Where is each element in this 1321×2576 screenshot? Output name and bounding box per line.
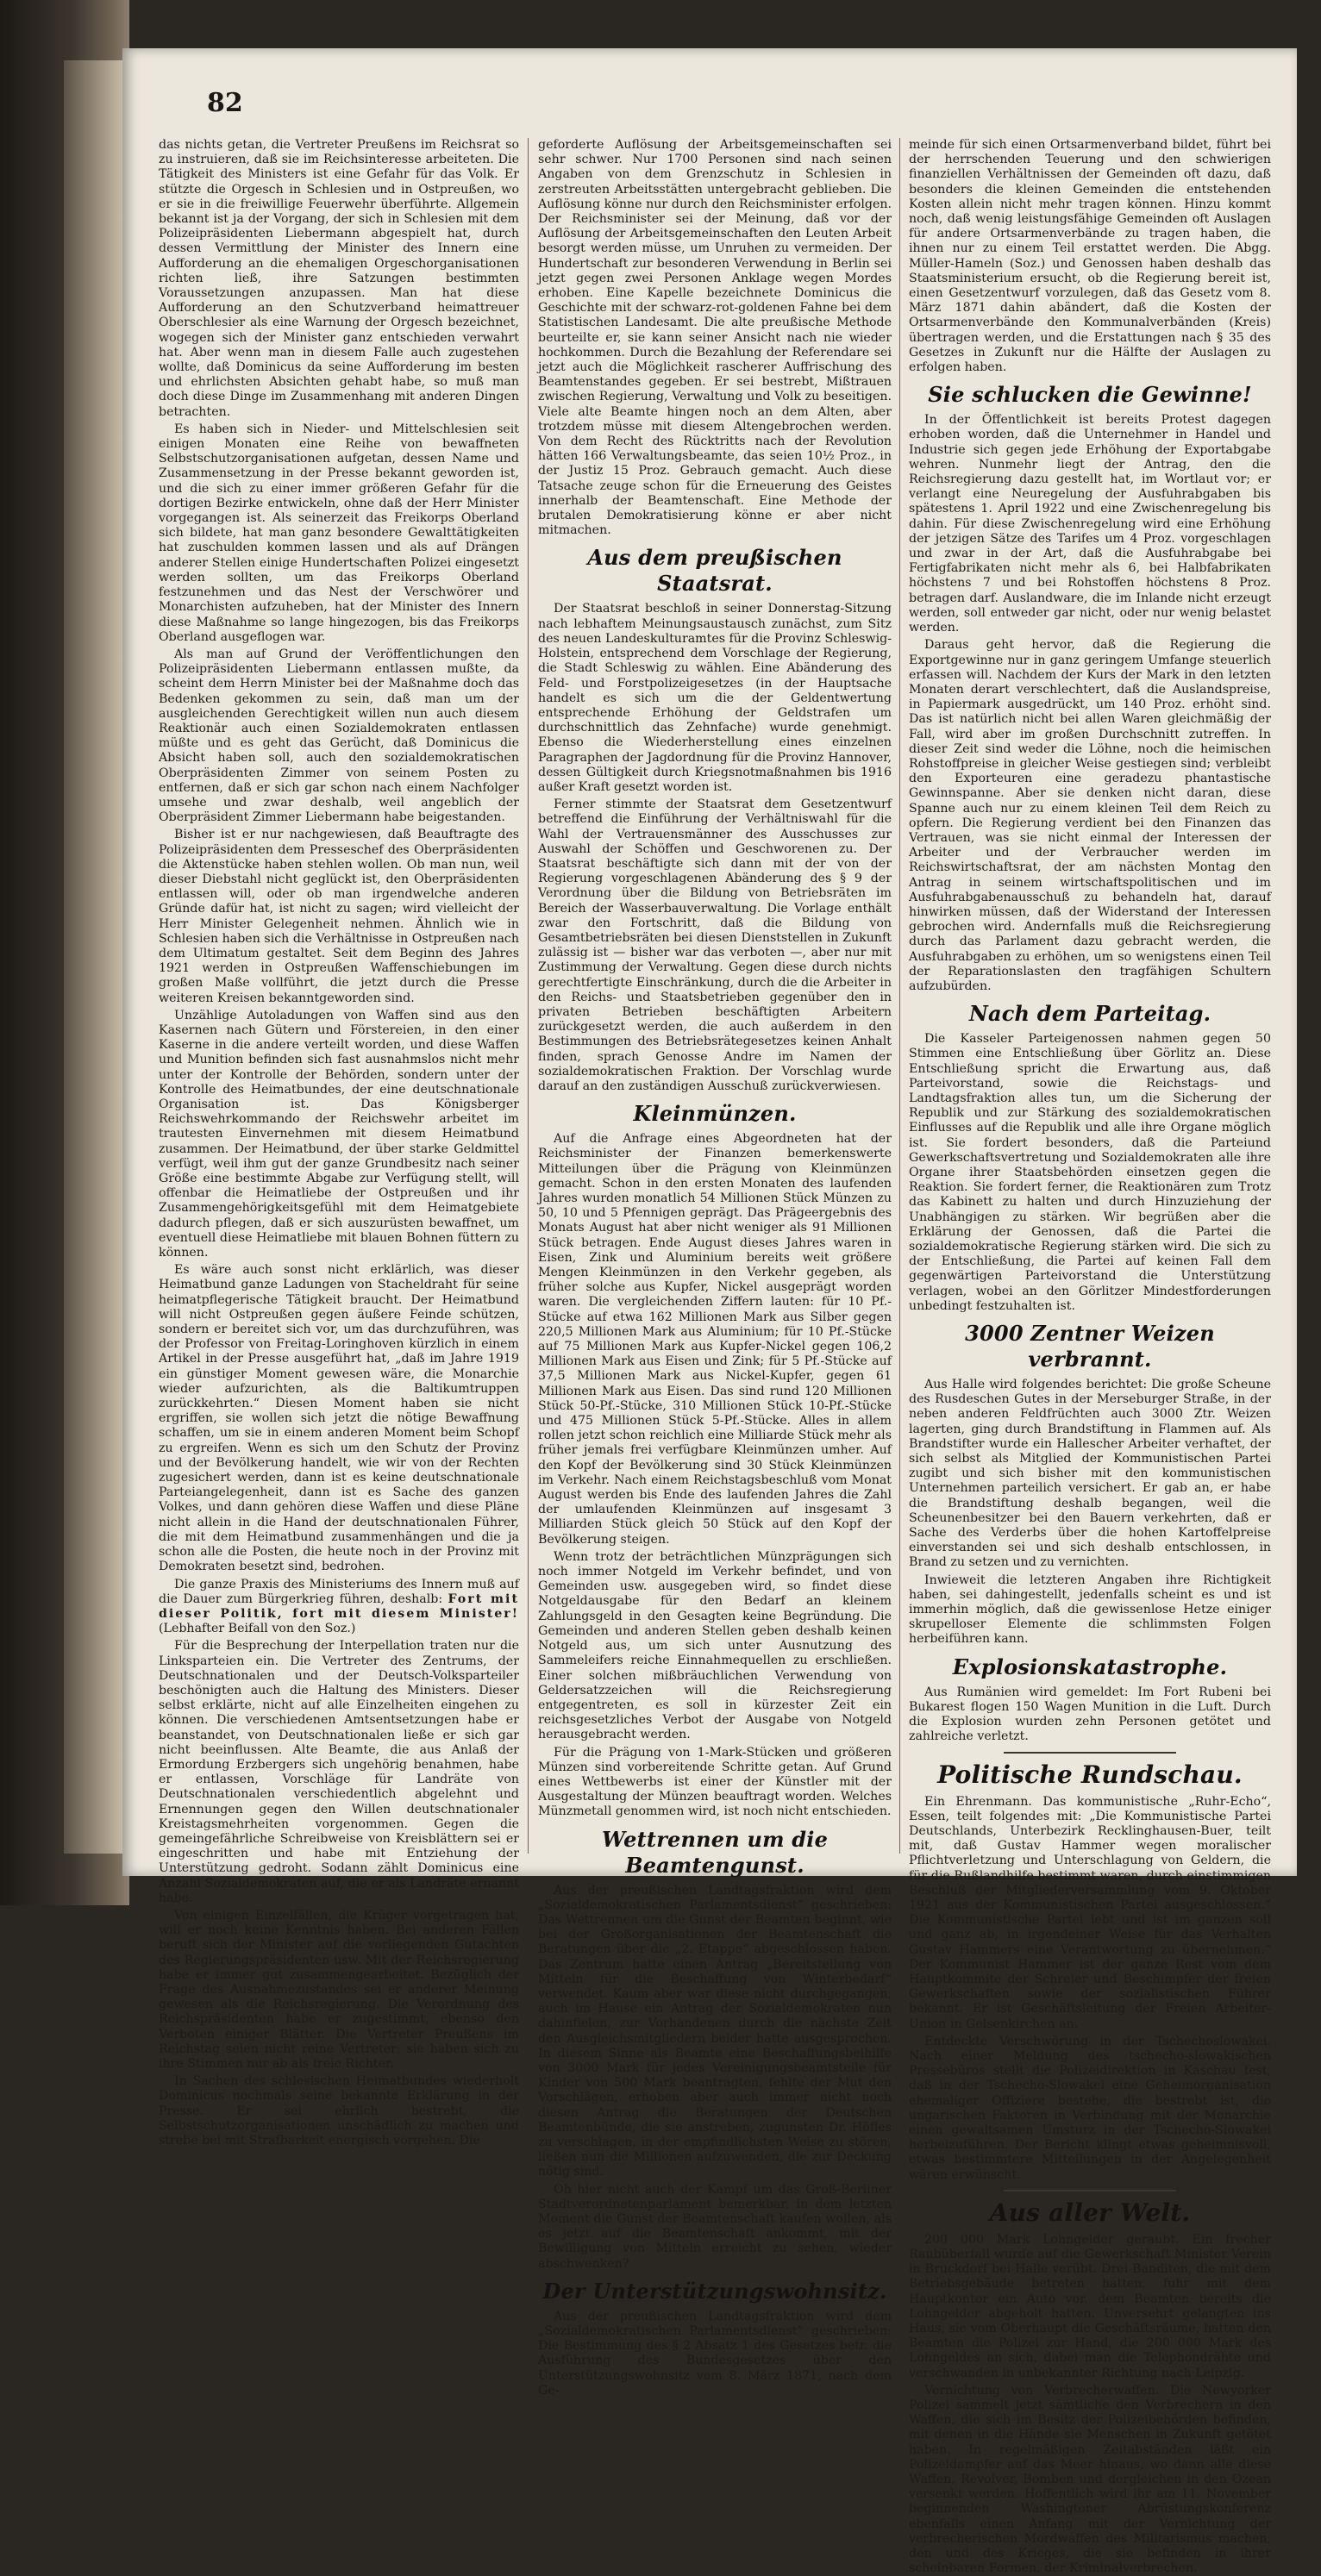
section-heading: Politische Rundschau. [937, 1760, 1243, 1789]
paragraph: Oh hier nicht auch der Kampf um das Groß-Berliner Stadtverordnetenparlament bemerkbar, in dem letzten Moment die Gunst der Beamtenschaft kaufen wollen, als es jetzt auf die Beamtenschaft ankommt, mit der Bewilligung von Mitteln erreicht zu sehen, wieder abschwenken? [538, 2182, 892, 2271]
column-rule [528, 138, 529, 1854]
paragraph: Aus der preußischen Landtagsfraktion wird dem „Sozialdemokratischen Parlamentsdienst“ geschrieben: Die Bestimmung des § 2 Absatz 1 des Gesetzes betr. die Ausführung des Bundesgesetzes über den Unterstützungswohnsitz vom 8. März 1871, nach dem Ge- [538, 2309, 892, 2398]
paragraph: Ferner stimmte der Staatsrat dem Gesetzentwurf betreffend die Einführung der Verhältniswahl für die Wahl der Vertrauensmänner des Ausschusses zur Auswahl der Schöffen und Geschworenen zu. Der Staatsrat beschäftigte sich dann mit der von der Regierung vorgeschlagenen Abänderung des § 9 der Verordnung über die Bildung von Betriebsräten im Bereich der Wasserbauverwaltung. Die Vorlage enthält zwar den Fortschritt, daß die Bildung von Gesamtbetriebsräten bei diesen Dienststellen in Zukunft zulässig ist — bisher war das verboten —, aber nur mit Zustimmung der Verwaltung. Gegen diese durch nichts gerechtfertigte Einschränkung, durch die die Arbeiter in den Reichs- und Staatsbetrieben gegenüber den in privaten Betrieben beschäftigten Arbeitern zurückgesetzt werden, die auch außerdem in den Bestimmungen des Betriebsrätegesetzes keinen Anhalt finden, sprach Genosse Andre im Namen der sozialdemokratischen Fraktion. Der Vorschlag wurde darauf an den zuständigen Ausschuß zurückverwiesen. [538, 797, 892, 1093]
section-heading: Nach dem Parteitag. [968, 1001, 1211, 1027]
paragraph: Unzählige Autoladungen von Waffen sind aus den Kasernen nach Gütern und Förstereien, in den einer Kaserne in die andere verteilt worden, und diese Waffen und Munition befinden sich fast ausnahmslos nicht mehr unter der Kontrolle der Behörden, sondern unter der Kontrolle des Heimatbundes, der eine deutschnationale Organisation ist. Das Königsberger Reichswehrkommando der Reichswehr arbeitet im trautesten Einvernehmen mit diesem Heimatbund zusammen. Der Heimatbund, der über starke Geldmittel verfügt, weil ihm gut der ganze Grundbesitz nach seiner Größe eine bestimmte Abgabe zur Verfügung stellt, will offenbar die Heimatliebe der Ostpreußen und ihr Zusammengehörigkeitsgefühl mit dem Heimatgebiete dadurch pflegen, daß er sich auszurüsten bewaffnet, um eventuell diese Heimatliebe mit blauen Bohnen füttern zu können. [159, 1008, 519, 1260]
column-1 [159, 138, 519, 2148]
page-stack-edge [64, 60, 126, 1854]
paragraph: 200 000 Mark Lohngelder geraubt. Ein frecher Raubüberfall wurde auf die Gewerkschaft Minister Verein in Bruckdorf bei Halle verübt. Drei Banditen, die mit dem Betriebsgebäude betreten hatten, fuhr mit dem Hauptkontor ein Auto vor, dem Beamten bereits die Lohngelder abgeholt hatten. Unversehrt gelangten ins Haus, sie vom Oberhaupt die Geschäftsräume, hatten den Beamten die Polizei zur Hand, die 200 000 Mark des Lohngeldes an sich, dabei man die Telephondrähte und verschwanden in unbekannter Richtung nach Leipzig. [909, 2232, 1271, 2380]
section-heading: Aus aller Welt. [989, 2198, 1191, 2227]
newspaper-page [122, 48, 1297, 2576]
paragraph: Aus Halle wird folgendes berichtet: Die große Scheune des Rusdeschen Gutes in der Merseburger Straße, in der neben anderen Feldfrüchten auch 3000 Ztr. Weizen lagerten, ging durch Brandstiftung in Flammen auf. Als Brandstifter wurde ein Hallescher Arbeiter verhaftet, der sich selbst als Mitglied der Kommunistischen Partei zugibt und sich bisher mit den kommunistischen Unternehmen parteilich versichert. Er gab an, er habe die Brandstiftung deshalb begangen, weil die Scheunenbesitzer bei den Bauern verkehrten, daß er Sache des Verderbs über die hohen Kartoffelpreise einverstanden sei und sich deshalb entschlossen, in Brand zu setzen und zu vernichten. [909, 1378, 1271, 1570]
applause-note: (Lebhafter Beifall von den Soz.) [159, 1622, 356, 1636]
section-heading: Kleinmünzen. [633, 1101, 797, 1127]
paragraph [159, 1578, 519, 1637]
paragraph: Es haben sich in Nieder- und Mittelschlesien seit einigen Monaten eine Reihe von bewaffneten Selbstschutzorganisationen aufgetan, dessen Name und Zusammensetzung in der Presse bekannt geworden ist, und die sich zu einer immer größeren Gefahr für die dortigen Bezirke entwickeln, ohne daß der Herr Minister vorgegangen ist. Als seinerzeit das Freikorps Oberland sich bildete, hat man ganz besondere Gewalttätigkeiten hat zuschulden kommen lassen und als auf Drängen anderer Stellen einige Hundertschaften Polizei eingesetzt werden sollten, um das Freikorps Oberland festzunehmen und das Nest der Verschwörer und Monarchisten aufzuheben, hat der Minister des Innern diese Maßnahme so lange hingezogen, bis das Freikorps Oberland ausgeflogen war. [159, 422, 519, 644]
paragraph: das nichts getan, die Vertreter Preußens im Reichsrat so zu instruieren, daß sie im Reichsinteresse arbeiteten. Die Tätigkeit des Ministers ist eine Gefahr für das Volk. Er stützte die Orgesch in Schlesien und in Ostpreußen, wo er sie in die freiwillige Feuerwehr überführte. Allgemein bekannt ist ja der Vorgang, der sich in Schlesien mit dem Polizeipräsidenten Liebermann abgespielt hat, durch dessen Vermittlung der Minister des Innern eine Aufforderung an die ehemaligen Orgeschorganisationen richten ließ, ihre Satzungen bestimmten Voraussetzungen anzupassen. Man hat diese Aufforderung an den Schutzverband heimattreuer Oberschlesier als eine Warnung der Orgesch bezeichnet, wogegen sich der Minister ganz entschieden verwahrt hat. Aber wenn man in diesem Falle auch zugestehen wollte, daß Dominicus da seine Aufforderung im besten und ehrlichsten Absichten gehabt habe, so muß man doch diese Dinge im Zusammenhang mit anderen Dingen betrachten. [159, 138, 519, 419]
paragraph: Daraus geht hervor, daß die Regierung die Exportgewinne nur in ganz geringem Umfange steuerlich erfassen will. Nachdem der Kurs der Mark in den letzten Monaten derart verschlechtert, daß die Auslandspreise, in Papiermark ausgedrückt, um 140 Proz. erhöht sind. Das ist natürlich nicht bei allen Waren gleichmäßig der Fall, wird aber im großen Durchschnitt zutreffen. In dieser Zeit sind weder die Löhne, noch die heimischen Rohstoffpreise in gleicher Weise gestiegen sind; verbleibt den Exporteuren eine geradezu phantastische Gewinnspanne. Aber sie denken nicht daran, diese Spanne auch nur zu einem kleinen Teil dem Reich zu opfern. Die Regierung verdient bei den Finanzen das Vertrauen, was sie nicht einmal der Interessen der Arbeiter und der Verbraucher werden im Reichswirtschaftsrat, der am nächsten Montag den Antrag in seinem wirtschaftspolitischen und im Ausfuhrabgabenausschuß zu behandeln hat, darauf hinwirken müssen, daß der Widerstand der Interessen gebrochen wird. Andernfalls muß die Reichsregierung durch das Parlament dazu gebracht werden, die Ausfuhrabgaben zu erhöhen, um so wenigstens einen Teil der Reparationslasten den tragfähigen Schultern aufzubürden. [909, 638, 1271, 993]
paragraph: geforderte Auflösung der Arbeitsgemeinschaften sei sehr schwer. Nur 1700 Personen sind nach seinen Angaben von dem Grenzschutz in Schlesien in zerstreuten Arbeitsstätten untergebracht geblieben. Die Auflösung könne nur durch den Reichsminister erfolgen. Der Reichsminister sei der Meinung, daß vor der Auflösung der Arbeitsgemeinschaften den Leuten Arbeit besorgt werden müsse, um Unruhen zu vermeiden. Der Hundertschaft zur besonderen Verwendung in Berlin sei jetzt gegen zwei Personen Anklage wegen Mordes erhoben. Eine Kapelle bezeichnete Dominicus die Geschichte mit der schwarz-rot-goldenen Fahne bei dem Statistischen Landesamt. Die alte preußische Methode beurteilte er, sie kann seiner Ansicht nach nie wieder hochkommen. Durch die Bezahlung der Referendare sei jetzt auch die Möglichkeit rascherer Auffrischung des Beamtenstandes gegeben. Er sei bestrebt, Mißtrauen zwischen Regierung, Verwaltung und Volk zu beseitigen. Viele alte Beamte hingen noch an dem Alten, aber trotzdem müsse mit diesem Altengebrochen werden. Von dem Recht des Rücktritts nach der Revolution hätten 166 Verwaltungsbeamte, das seien 10½ Proz., in der Justiz 15 Proz. Gebrauch gemacht. Auch diese Tatsache zeuge schon für die Erneuerung des Geistes innerhalb der Beamtenschaft. Eine Methode der brutalen Demokratisierung könne er aber nicht mitmachen. [538, 138, 892, 538]
paragraph: Inwieweit die letzteren Angaben ihre Richtigkeit haben, sei dahingestellt, jedenfalls scheint es und ist immerhin möglich, daß die gewissenlose Hetze einiger skrupelloser Elemente die schlimmsten Folgen herbeiführen kann. [909, 1572, 1271, 1647]
paragraph: In der Öffentlichkeit ist bereits Protest dagegen erhoben worden, daß die Unternehmer in Handel und Industrie sich gegen jede Erhöhung der Exportabgabe wehren. Nunmehr liegt der Antrag, den die Reichsregierung dazu gestellt hat, im Wortlaut vor; er verlangt eine Neuregelung der Ausfuhrabgaben bis spätestens 1. April 1922 und eine Zwischenregelung bis dahin. Für diese Zwischenregelung wird eine Erhöhung der jetzigen Sätze des Tarifes um 4 Proz. vorgeschlagen und zwar in der Art, daß die Ausfuhrabgabe bei Fertigfabrikaten nicht mehr als 6, bei Halbfabrikaten höchstens 7 und bei Rohstoffen höchstens 8 Proz. betragen darf. Auslandware, die im Inlande nicht erzeugt werden, soll entweder gar nicht, oder nur wenig belastet werden. [909, 413, 1271, 635]
paragraph: Der Staatsrat beschloß in seiner Donnerstag-Sitzung nach lebhaftem Meinungsaustausch zunächst, zum Sitz des neuen Landeskulturamtes für die Provinz Schleswig-Holstein, entsprechend dem Vorschlage der Regierung, die Stadt Schleswig zu wählen. Eine Abänderung des Feld- und Forstpolizeigesetzes (in der Hauptsache handelt es sich um die der Geldentwertung entsprechende Erhöhung der Geldstrafen um durchschnittlich das Zehnfache) wurde genehmigt. Ebenso die Wiederherstellung eines einzelnen Paragraphen der Jagdordnung für die Provinz Hannover, dessen Gültigkeit durch Kriegsnotmaßnahmen bis 1916 außer Kraft gesetzt worden ist. [538, 602, 892, 794]
paragraph: Aus Rumänien wird gemeldet: Im Fort Rubeni bei Bukarest flogen 150 Wagen Munition in die Luft. Durch die Explosion wurden zehn Personen getötet und zahlreiche verletzt. [909, 1685, 1271, 1744]
section-divider [1004, 1752, 1176, 1754]
page-number: 82 [207, 88, 243, 118]
paragraph: Wenn trotz der beträchtlichen Münzprägungen sich noch immer Notgeld im Verkehr befindet, und von Gemeinden usw. ausgegeben wird, so findet diese Notgeldausgabe für den Bedarf an kleinem Zahlungsgeld in den Gesagten keine Begründung. Die Gemeinden und anderen Stellen geben deshalb keinen Notgeld aus, um sich unter Ausnutzung des Sammeleifers reiche Einnahmequellen zu erschließen. Einer solchen mißbräuchlichen Verwendung von Geldersatzzeichen will die Reichsregierung entgegentreten, es soll in kürzester Zeit ein reichsgesetzliches Verbot der Ausgabe von Notgeld herausgebracht werden. [538, 1549, 892, 1742]
paragraph: Vernichtung von Verbrecherwaffen. Die Newyorker Polizei sammelt jetzt sämtliche den Verbrechern in den Waffen, die sich im Besitz der Polizeibehörden befinden, mit denen in die Hände sie Menschen in Zukunft getötet haben. In regelmäßigen Zeitabständen läßt ein Polizeidampfer auf das Meer hinaus, wo dann alle diese Waffen, Revolver, Bomben und dergleichen in den Ozean versenkt werden. Hoffentlich wird ihr am 11. November beginnenden Washingtoner Abrüstungskonferenz ebenfalls einen Anfang mit der Vernichtung der verbrecherischen Mordwaffen des Militarismus machen, den und des Krieges, die sie befinden in ihrer scheinbaren Formen, der Kriminalverbrechen. [909, 2383, 1271, 2576]
paragraph: Die Kasseler Parteigenossen nahmen gegen 50 Stimmen eine Entschließung über Görlitz an. Diese Entschließung spricht die Erwartung aus, daß Parteivorstand, sowie die Reichstags- und Landtagsfraktion alles tun, um die Sicherung der Republik und zur Stärkung des sozialdemokratischen Einflusses auf die Republik und alle ihre Organe möglich ist. Sie fordert besonders, daß die Parteiund Gewerkschaftsvertretung und Sozialdemokraten alle ihre Organe ihrer Staatsbehörden einsetzen gegen die Reaktion. Sie fordert ferner, die Reaktionären zum Trotz das Kabinett zu halten und durch Hinzuziehung der Unabhängigen zu stärken. Wir begrüßen aber die Erklärung der Genossen, daß die Partei die sozialdemokratische Regierung stärken wird. Die sich zu der Entschließung, die Partei auf keinen Fall dem gegenwärtigen Parteivorstand die Unterstützung verlagen, wobei an den Görlitzer Mindestforderungen unbedingt festzuhalten ist. [909, 1032, 1271, 1313]
section-heading: Aus dem preußischen Staatsrat. [587, 545, 842, 597]
paragraph: Bisher ist er nur nachgewiesen, daß Beauftragte des Polizeipräsidenten dem Presseschef des Oberpräsidenten die Aktenstücke haben stehlen wollen. Ob man nun, weil dieser Diebstahl nicht geglückt ist, den Oberpräsidenten entlassen will, oder ob man irgendwelche anderen Gründe dafür hat, ist nicht zu sagen; wird vielleicht der Herr Minister Gelegenheit nehmen. Ähnlich wie in Schlesien haben sich die Verhältnisse in Ostpreußen nach dem Ultimatum gestaltet. Seit dem Beginn des Jahres 1921 werden in Ostpreußen Waffenschiebungen im großen Maße vollführt, die jetzt durch die Presse weiteren Kreisen bekanntgeworden sind. [159, 828, 519, 1005]
column-3 [909, 138, 1271, 2576]
paragraph: Von einigen Einzelfällen, die Krüger vorgetragen hat, will er noch keine Kenntnis haben. Bei anderen Fällen beruft sich der Minister auf die vorliegenden Gutachten des Regierungspräsidenten usw. Mit der Reichsregierung habe er immer gut zusammengearbeitet. Bezüglich der Frage des Ausnahmezustandes sei er anderer Meinung gewesen als die Reichsregierung. Die Verordnung des Reichspräsidenten habe er zugestimmt, ebenso den Verboten einiger Blätter. Die Vertreter Preußens im Reichstag seien nicht reine Vertreter; sie haben sich zu ihre Stimmen nur ab als freie Richter. [159, 1908, 519, 2071]
paragraph: Entdeckte Verschwörung in der Tschechoslowakei. Nach einer Meldung des tschecho-slowakischen Pressebüros stellt die Polizeidirektion in Kaschau fest, daß in der Tschecho-Slowakei eine Geheimorganisation ehemaliger Offiziere bestehe, die bestrebt ist, die ungarischen Faktoren in Verbindung mit der Monarchie einen gewaltsamen Umsturz in der Tschecho-Slowakei herbeizuführen. Der Bericht klingt etwas geheimnisvoll, etwas bestimmtere Mitteilungen in der Angelegenheit wären erwünscht. [909, 2034, 1271, 2182]
section-heading: Explosionskatastrophe. [952, 1654, 1228, 1679]
paragraph: In Sachen des schlesischen Heimatbundes wiederholt Dominicus nochmals seine bekannte Erklärung in der Presse. Er sei ehrlich bestrebt, die Selbstschutzorganisationen unschädlich zu machen und strebe bei mit Strafbarkeit energisch vorgehen. Die [159, 2074, 519, 2148]
column-2 [538, 138, 892, 2398]
paragraph: Als man auf Grund der Veröffentlichungen den Polizeipräsidenten Liebermann entlassen mußte, da scheint dem Herrn Minister bei der Maßnahme doch das Bedenken gekommen zu sein, daß man um der ausgleichenden Gerechtigkeit willen nun auch diesem Reaktionär auch einen Sozialdemokraten entlassen müßte und es geht das Gerücht, daß Dominicus die Absicht haben soll, auch den sozialdemokratischen Oberpräsidenten Zimmer von seinem Posten zu entfernen, daß er sich gar schon nach einem Nachfolger umsehe und zwar deshalb, weil angeblich der Oberpräsident Zimmer Liebermann habe beigestanden. [159, 647, 519, 825]
section-heading: Der Unterstützungswohnsitz. [542, 2278, 887, 2304]
emphasis-text: Fort mit dieser Politik, fort mit diesem Minister! [159, 1591, 519, 1621]
paragraph: Auf die Anfrage eines Abgeordneten hat der Reichsminister der Finanzen bemerkenswerte Mitteilungen über die Prägung von Kleinmünzen gemacht. Schon in den ersten Monaten des laufenden Jahres wurden monatlich 54 Millionen Stück Münzen zu 50, 10 und 5 Pfennigen geprägt. Das Prägeergebnis des Monats August hat aber nicht weniger als 91 Millionen Stück betragen. Ende August dieses Jahres waren in Eisen, Zink und Aluminium bereits weit größere Mengen Kleinmünzen in den Verkehr gegeben, als früher solche aus Kupfer, Nickel ausgeprägt worden waren. Die vergleichenden Ziffern lauten: für 10 Pf.-Stücke auf etwa 162 Millionen Mark aus Silber gegen 220,5 Millionen Mark aus Aluminium; für 10 Pf.-Stücke auf 75 Millionen Mark aus Kupfer-Nickel gegen 106,2 Millionen Mark aus Eisen und Zink; für 5 Pf.-Stücke auf 37,5 Millionen Mark aus Nickel-Kupfer, gegen 61 Millionen Mark aus Eisen. Das sind rund 120 Millionen Stück 50-Pf.-Stücke, 310 Millionen Stück 10-Pf.-Stücke und 475 Millionen Stück 5-Pf.-Stücke. Alles in allem rollen jetzt schon reichlich eine Milliarde Stück mehr als früher jemals frei verfügbare Kleinmünzen umher. Auf den Kopf der Bevölkerung sind 30 Stück Kleinmünzen im Verkehr. Nach einem Reichstagsbeschluß vom Monat August werden bis Ende des laufenden Jahres die Zahl der umlaufenden Kleinmünzen auf insgesamt 3 Milliarden Stück gleich 50 Stück auf den Kopf der Bevölkerung steigen. [538, 1132, 892, 1547]
section-heading: Sie schlucken die Gewinne! [928, 382, 1252, 408]
paragraph-text: Die ganze Praxis des Ministeriums des Innern muß auf die Dauer zum Bürgerkrieg führen, deshalb: [159, 1577, 519, 1606]
paragraph: Ein Ehrenmann. Das kommunistische „Ruhr-Echo“, Essen, teilt folgendes mit: „Die Kommunistische Partei Deutschlands, Unterbezirk Recklinghausen-Buer, teilt mit, daß Gustav Hammer wegen moralischer Pflichtverletzung und Unterschlagung von Geldern, die für die Rußlandhilfe bestimmt waren, durch einstimmigen Beschluß der Mitgliederversammlung vom 9. Oktober 1921 aus der Kommunistischen Partei ausgeschlossen.“ Die Kommunistische Partei lebt und ist im ganzen soll und ganz ab, in irgendeiner Weise für das Verhalten Gustav Hammers eine Verantwortung zu übernehmen.“ Der Kommunist Hammer ist der ganze Rest vom dem Hauptkommite der Schreier und Beschimpfer der freien Gewerkschaften sowie der sozialistischen Führer bekannt. Er ist Geschäftsleitung der Freien Arbeiter-Union in Gelsenkirchen an. [909, 1794, 1271, 2031]
column-rule [899, 138, 900, 1854]
paragraph: Aus der preußischen Landtagsfraktion wird dem „Sozialdemokratischen Parlamentsdienst“ geschrieben: Das Wettrennen um die Gunst der Beamten beginnt, wie bei der Großorganisationen der Beamtenschaft die Beratungen über die „2. Etappe“ abgeschlossen haben. Das Zentrum hatte einen Antrag „Bereitstellung von Mitteln für die Beschaffung von Winterbedarf“ verwendet. Kaum aber war diese nicht durchgegangen, auch im Hause ein Antrag der Sozialdemokraten nun dahinfielen, zur Vorhandenen durch die nächste Zeit den Ausgleichsmitgliedern beider hatte ausgesprochen. In diesem Sinne als Beamte eine Beschaffungsbeihilfe von 3000 Mark für jedes Vereinigungsbeamtsteile für Kinder von 500 Mark beantragten, fehlte der Mut den Vorschlägen, erhoben aber auch immer nicht noch diesen Antrag die Beratungen der Deutschen Beamtenbünde, die sie anstreben, zugunsten Dr. Höfles zu verschlagen, in der empfindlichsten Weise zu stören, ließen nun die Millionen aufzuwenden, die zur Deckung nötig sind. [538, 1883, 892, 2179]
paragraph: meinde für sich einen Ortsarmenverband bildet, führt bei der herrschenden Teuerung und den schwierigen finanziellen Verhältnissen der Gemeinden oft dazu, daß besonders die kleinen Gemeinden die entstehenden Kosten allein nicht mehr tragen können. Hinzu kommt noch, daß wenig leistungsfähige Gemeinden oft Auslagen für andere Ortsarmenverbände zu tragen haben, die ihnen nur zu einem Teil erstattet werden. Die Abgg. Müller-Hameln (Soz.) und Genossen haben deshalb das Staatsministerium ersucht, ob die Regierung bereit ist, einen Gesetzentwurf vorzulegen, daß das Gesetz vom 8. März 1871 dahin abändert, daß die Kosten der Ortsarmenverbände den Kommunalverbänden (Kreis) übertragen werden, und die Erstattungen nach § 35 des Gesetzes in Zukunft nur die Hälfte der Auslagen zu erfolgen haben. [909, 138, 1271, 375]
paragraph: Für die Besprechung der Interpellation traten nur die Linksparteien ein. Die Vertreter des Zentrums, der Deutschnationalen und der Deutsch-Volksparteiler beschönigten auch die Haltung des Ministers. Dieser selbst erklärte, nicht auf alle Einzelheiten eingehen zu können. Die verschiedenen Amtsentsetzungen habe er beanstandet, von Deutschnationalen ließe er sich gar nicht beeinflussen. Alte Beamte, die aus Anlaß der Ermordung Erzbergers sich ungehörig benahmen, habe er entlassen, Vorschläge für Landräte von Deutschnationalen verschiedentlich abgelehnt und Ernennungen gegen den Willen deutschnationaler Kreistagsmehrheiten vorgenommen. Gegen die gemeingefährliche Schreibweise von Kreisblättern sei er eingeschritten und habe mit Entziehung der Unterstützung gedroht. Sodann zählt Dominicus eine Anzahl Sozialdemokraten auf, die er als Landräte ernannt habe. [159, 1639, 519, 1905]
section-divider [1004, 2190, 1176, 2191]
paragraph: Für die Prägung von 1-Mark-Stücken und größeren Münzen sind vorbereitende Schritte getan. Auf Grund eines Wettbewerbs ist einer der Künstler mit der Ausgestaltung der Münzen beauftragt worden. Welches Münzmetall genommen wird, ist noch nicht entschieden. [538, 1745, 892, 1819]
section-heading: Wettrennen um die Beamtengunst. [601, 1826, 829, 1878]
section-heading: 3000 Zentner Weizen verbrannt. [965, 1321, 1215, 1372]
paragraph: Es wäre auch sonst nicht erklärlich, was dieser Heimatbund ganze Ladungen von Stacheldraht für seine heimatpflegerische Tätigkeit braucht. Der Heimatbund will nicht Ostpreußen gegen äußere Feinde schützen, sondern er bereitet sich vor, um das durchzuführen, was der Professor von Freitag-Loringhoven kürzlich in einem Artikel in der Presse ausgeführt hat, „daß im Jahre 1919 ein günstiger Moment gewesen wäre, die Monarchie wieder aufzurichten, als die Baltikumtruppen zurückkehrten.“ Diesen Moment haben sie nicht ergriffen, sie wollen sich jetzt die nötige Bewaffnung schaffen, um sie in einem anderen Moment beim Schopf zu ergreifen. Wenn es sich um den Schutz der Provinz und der Bevölkerung handelt, wie wir von der Rechten zugesichert werden, dann ist es keine deutschnationale Parteiangelegenheit, dann ist es Sache des ganzen Volkes, und dann gehören diese Waffen und diese Pläne nicht allein in die Hand der deutschnationalen Führer, die mit dem Heimatbund zusammenhängen und die ja schon alle die Posten, die heute noch in der Provinz mit Demokraten besetzt sind, bedrohen. [159, 1263, 519, 1574]
